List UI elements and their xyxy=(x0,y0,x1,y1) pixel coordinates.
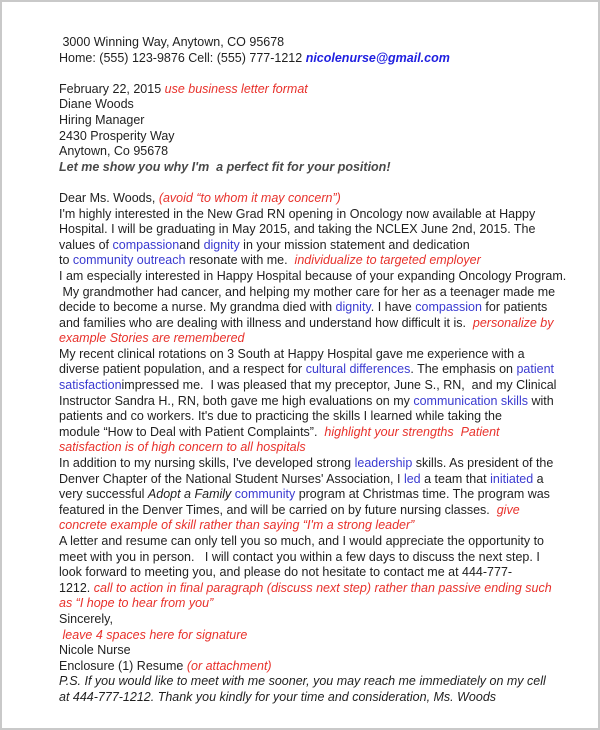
text-run: featured in the Denver Times, and will be carried on by future nursing classes. xyxy=(59,502,497,517)
letter-line xyxy=(59,409,592,425)
text-run: Sincerely, xyxy=(59,611,113,626)
letter-line xyxy=(59,456,592,472)
annotation-call-to-action: as “I hope to hear from you” xyxy=(59,596,214,611)
letter-line xyxy=(59,565,592,581)
letter-line xyxy=(59,238,592,254)
letter-line xyxy=(59,472,592,488)
letter-line xyxy=(59,331,592,347)
letter-line xyxy=(59,612,592,628)
letter-line xyxy=(59,628,592,644)
annotation-personalize: example Stories are remembered xyxy=(59,331,245,346)
letter-line xyxy=(59,66,592,82)
letter-line xyxy=(59,222,592,238)
annotation-individualize: individualize to targeted employer xyxy=(294,253,481,268)
text-run: impressed me. I was pleased that my preceptor, June S., RN, and my Clinical xyxy=(121,378,557,393)
keyword-dignity: dignity xyxy=(203,237,240,252)
letter-line xyxy=(59,144,592,160)
text-run: with xyxy=(527,393,554,408)
letter-line xyxy=(59,82,592,98)
text-run: Dear Ms. Woods, xyxy=(59,190,159,205)
program-name: Adopt a Family xyxy=(147,487,232,502)
postscript: at 444-777-1212. Thank you kindly for your time and consideration, Ms. Woods xyxy=(59,689,497,704)
letter-line xyxy=(59,425,592,441)
keyword-initiated: initiated xyxy=(490,471,534,486)
letter-line xyxy=(59,643,592,659)
keyword-led: led xyxy=(403,471,421,486)
keyword-leadership: leadership xyxy=(354,456,413,471)
letter-line xyxy=(59,316,592,332)
keyword-dignity: dignity xyxy=(335,300,371,315)
text-run: skills. As president of the xyxy=(412,456,554,471)
letter-line xyxy=(59,300,592,316)
text-run: for patients xyxy=(481,300,548,315)
text-run: to xyxy=(59,253,73,268)
text-run: look forward to meeting you, and please do not hesitate to contact me at 444-777- xyxy=(59,565,513,580)
annotation-concrete-example: give xyxy=(496,502,520,517)
text-run: meet with you in person. I will contact you within a few days to discuss the next step. I xyxy=(59,549,540,564)
annotation-signature-space: leave 4 spaces here for signature xyxy=(59,627,248,642)
letter-line xyxy=(59,347,592,363)
keyword-communication-skills: communication skills xyxy=(413,393,528,408)
letter-line xyxy=(59,207,592,223)
text-run: Home: (555) 123-9876 Cell: (555) 777-1212 xyxy=(59,50,306,65)
keyword-cultural-differences: cultural differences xyxy=(305,362,411,377)
letter-line xyxy=(59,503,592,519)
text-run: a xyxy=(533,471,544,486)
letter-line xyxy=(59,674,592,690)
keyword-compassion: compassion xyxy=(415,300,482,315)
keyword-compassion: compassion xyxy=(112,237,180,252)
text-run: . I have xyxy=(370,300,416,315)
keyword-community: community xyxy=(234,487,296,502)
letter-line xyxy=(59,285,592,301)
text-run: I am especially interested in Happy Hospital because of your expanding Oncology Program. xyxy=(59,268,567,283)
text-run: I'm highly interested in the New Grad RN opening in Oncology now available at Happy xyxy=(59,206,536,221)
keyword-patient-satisfaction: patient xyxy=(516,362,554,377)
text-run: Hiring Manager xyxy=(59,112,145,127)
letter-line xyxy=(59,487,592,503)
annotation-call-to-action: call to action in final paragraph (discuss next step) rather than passive ending such xyxy=(93,580,552,595)
letter-line xyxy=(59,35,592,51)
text-run: Enclosure (1) Resume xyxy=(59,658,187,673)
letter-line xyxy=(59,253,592,269)
text-run: My recent clinical rotations on 3 South at Happy Hospital gave me experience with a xyxy=(59,346,525,361)
text-run: patients and co workers. It's due to practicing the skills I learned while taking the xyxy=(59,409,502,424)
annotation-personalize: personalize by xyxy=(472,315,554,330)
text-run: a team that xyxy=(420,471,491,486)
text-run: module “How to Deal with Patient Complaints”. xyxy=(59,424,325,439)
text-run: 1212. xyxy=(59,580,94,595)
keyword-community-outreach: community outreach xyxy=(72,253,186,268)
text-run: February 22, 2015 xyxy=(59,81,165,96)
keyword-patient-satisfaction: satisfaction xyxy=(59,378,122,393)
text-run: decide to become a nurse. My grandma died with xyxy=(59,300,336,315)
annotation-attachment: (or attachment) xyxy=(186,658,272,673)
letter-line xyxy=(59,659,592,675)
text-run: In addition to my nursing skills, I've developed strong xyxy=(59,456,355,471)
letter-line xyxy=(59,129,592,145)
text-run: values of xyxy=(59,237,113,252)
annotation-business-letter-format: use business letter format xyxy=(164,81,308,96)
text-run: . The emphasis on xyxy=(410,362,517,377)
annotation-salutation: (avoid “to whom it may concern”) xyxy=(158,190,341,205)
annotation-highlight-strengths: satisfaction is of high concern to all hospitals xyxy=(59,440,306,455)
text-run: Anytown, Co 95678 xyxy=(59,144,169,159)
letter-line xyxy=(59,51,592,67)
annotation-highlight-strengths: highlight your strengths Patient xyxy=(324,424,500,439)
letter-line xyxy=(59,534,592,550)
letter-line xyxy=(59,269,592,285)
text-run: Denver Chapter of the National Student Nurses' Association, I xyxy=(59,471,404,486)
email-link[interactable]: nicolenurse@gmail.com xyxy=(305,50,450,65)
postscript: P.S. If you would like to meet with me sooner, you may reach me immediately on my cell xyxy=(59,674,546,689)
letter-line xyxy=(59,175,592,191)
letter-line xyxy=(59,362,592,378)
letter-line xyxy=(59,581,592,597)
text-run: Instructor Sandra H., RN, both gave me high evaluations on my xyxy=(59,393,414,408)
letter-line xyxy=(59,394,592,410)
signature-name: Nicole Nurse xyxy=(59,643,131,658)
text-run: and xyxy=(179,237,204,252)
text-run: program at Christmas time. The program was xyxy=(295,487,550,502)
letter-line xyxy=(59,596,592,612)
letter-line xyxy=(59,440,592,456)
text-run: A letter and resume can only tell you so much, and I would appreciate the opportunity to xyxy=(59,534,545,548)
letter-line xyxy=(59,378,592,394)
letter-line xyxy=(59,113,592,129)
text-run: and families who are dealing with illness and understand how difficult it is. xyxy=(59,315,473,330)
text-run: 2430 Prosperity Way xyxy=(59,128,175,143)
text-run: 3000 Winning Way, Anytown, CO 95678 xyxy=(59,35,285,49)
letter-line xyxy=(59,160,592,176)
tagline: Let me show you why I'm a perfect fit for your position! xyxy=(59,159,391,174)
annotation-concrete-example: concrete example of skill rather than saying “I'm a strong leader” xyxy=(59,518,415,533)
letter-line xyxy=(59,690,592,706)
text-run: resonate with me. xyxy=(185,253,295,268)
letter-body xyxy=(2,2,598,706)
text-run: Hospital. I will be graduating in May 2015, and taking the NCLEX June 2nd, 2015. The xyxy=(59,222,536,237)
text-run: My grandmother had cancer, and helping my mother care for her as a teenager made me xyxy=(59,284,556,299)
letter-line xyxy=(59,191,592,207)
letter-line xyxy=(59,97,592,113)
text-run: very successful xyxy=(59,487,148,502)
letter-line xyxy=(59,518,592,534)
letter-line xyxy=(59,550,592,566)
text-run: Diane Woods xyxy=(59,97,134,112)
text-run: diverse patient population, and a respect for xyxy=(59,362,306,377)
text-run: in your mission statement and dedication xyxy=(239,237,470,252)
